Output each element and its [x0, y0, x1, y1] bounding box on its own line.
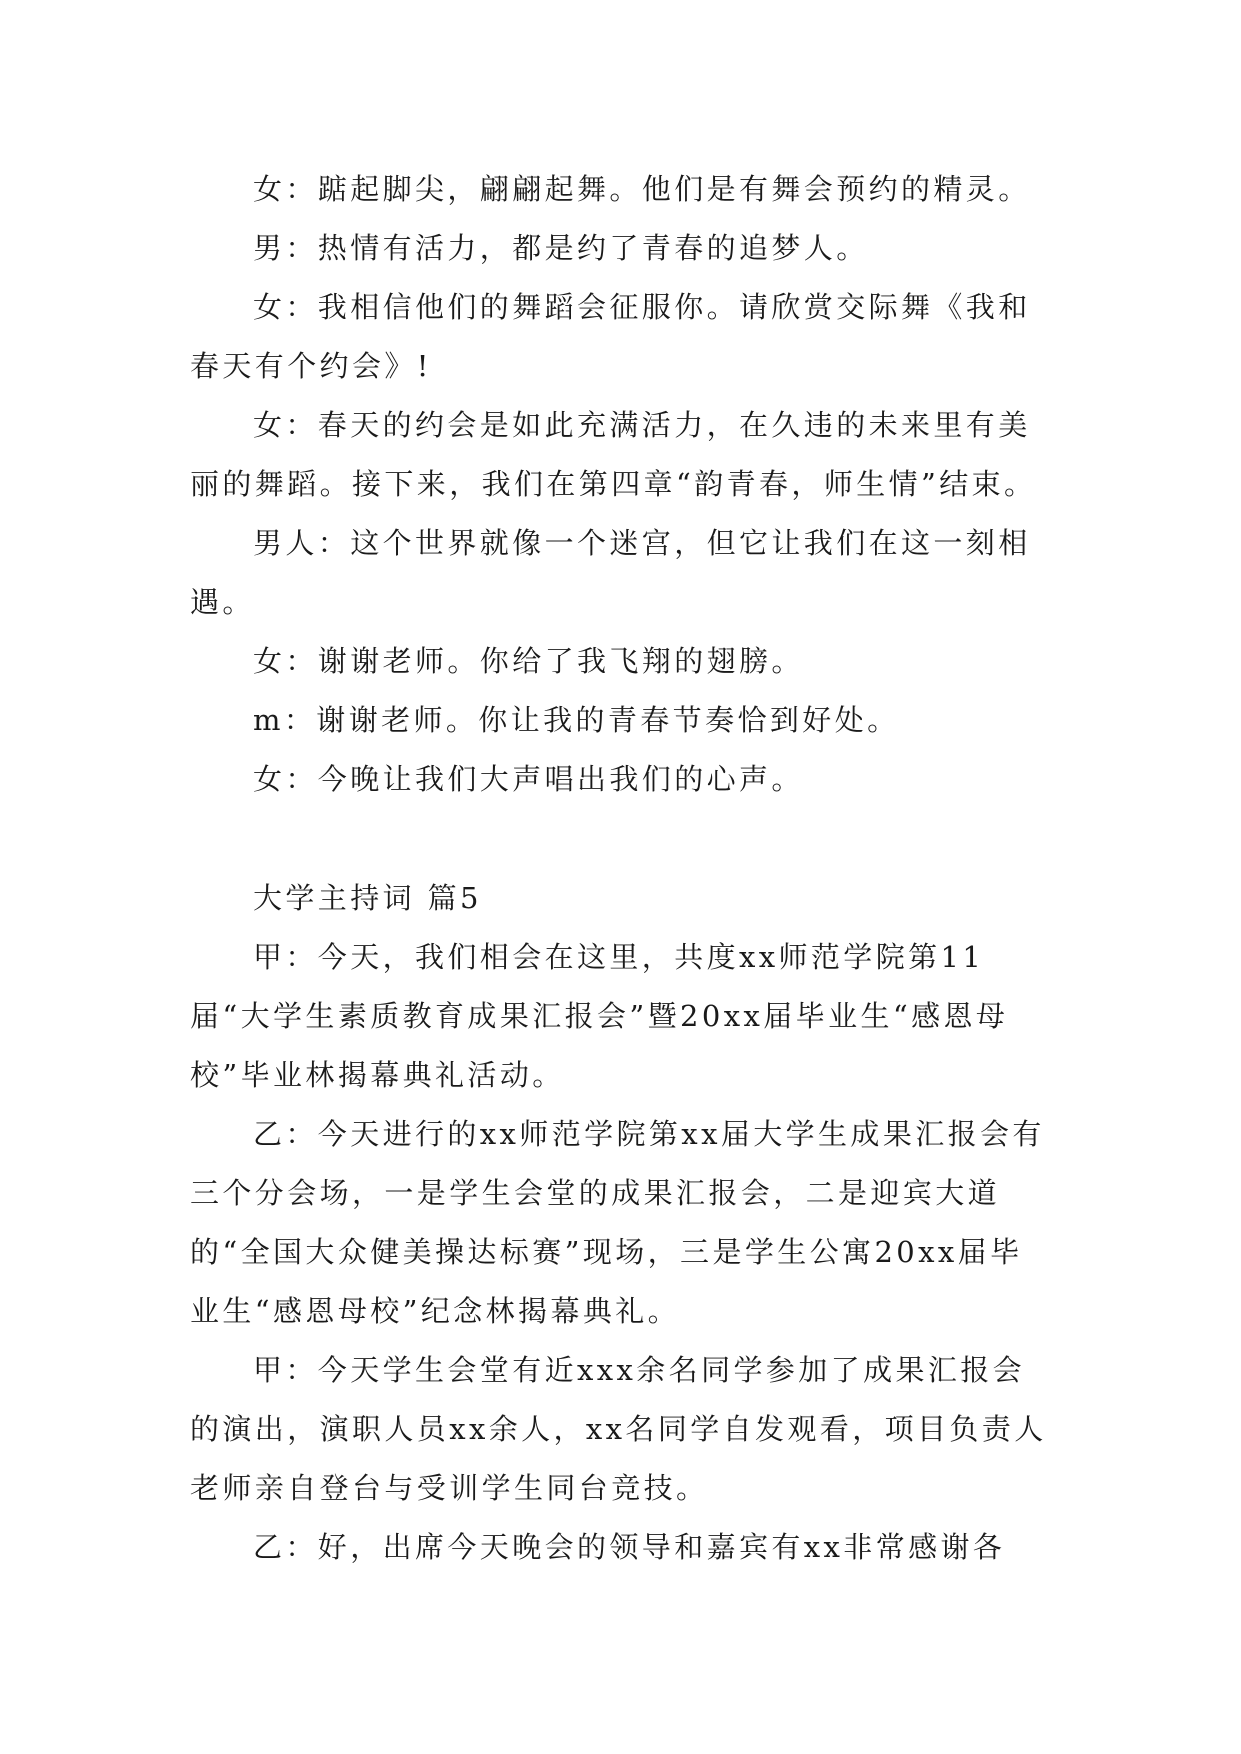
paragraph-dialogue: 女：今晚让我们大声唱出我们的心声。 — [253, 762, 804, 796]
paragraph-dialogue: 甲：今天学生会堂有近xxx余名同学参加了成果汇报会的演出，演职人员xx余人，xx名同学自发观看，项目负责人老师亲自登台与受训学生同台竞技。 — [190, 1353, 1047, 1505]
paragraph-dialogue: 女：谢谢老师。你给了我飞翔的翅膀。 — [253, 644, 804, 678]
paragraph-dialogue: 男人：这个世界就像一个迷宫，但它让我们在这一刻相遇。 — [190, 526, 1031, 619]
paragraph-dialogue: 女：我相信他们的舞蹈会征服你。请欣赏交际舞《我和春天有个约会》! — [190, 290, 1031, 383]
paragraph-dialogue: m：谢谢老师。你让我的青春节奏恰到好处。 — [253, 703, 900, 737]
paragraph-dialogue: 乙：好，出席今天晚会的领导和嘉宾有xx非常感谢各 — [253, 1530, 1006, 1564]
section-spacer — [190, 809, 1050, 869]
paragraph-dialogue: 女：春天的约会是如此充满活力，在久违的未来里有美丽的舞蹈。接下来，我们在第四章“韵青春，师生情”结束。 — [190, 408, 1037, 501]
paragraph-dialogue: 男：热情有活力，都是约了青春的追梦人。 — [253, 231, 869, 265]
paragraph-dialogue: 甲：今天，我们相会在这里，共度xx师范学院第11届“大学生素质教育成果汇报会”暨20xx届毕业生“感恩母校”毕业林揭幕典礼活动。 — [190, 940, 1009, 1092]
paragraph-dialogue: 乙：今天进行的xx师范学院第xx届大学生成果汇报会有三个分会场，一是学生会堂的成果汇报会，二是迎宾大道的“全国大众健美操达标赛”现场，三是学生公寓20xx届毕业生“感恩母校”纪念林揭幕典礼。 — [190, 1117, 1045, 1328]
paragraph-dialogue: 女：踮起脚尖，翩翩起舞。他们是有舞会预约的精灵。 — [253, 172, 1031, 206]
document-body — [190, 160, 1050, 1577]
section-heading: 大学主持词 篇5 — [253, 881, 482, 915]
